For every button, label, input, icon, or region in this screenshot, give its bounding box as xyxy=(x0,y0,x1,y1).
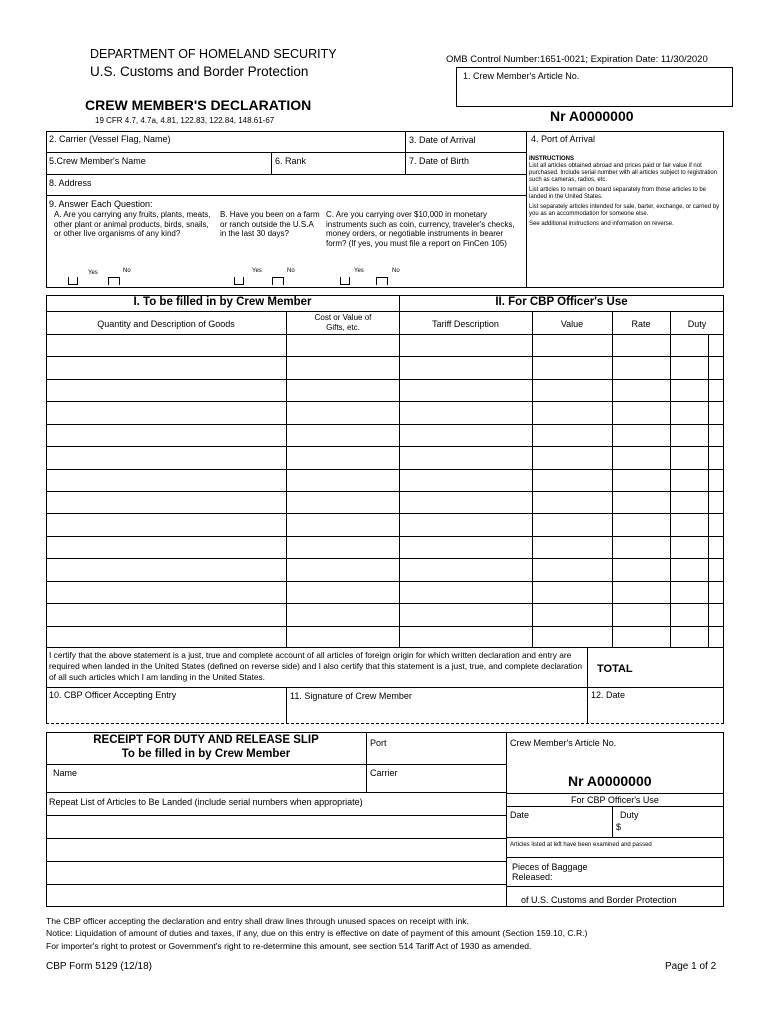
table-row-line xyxy=(46,469,724,470)
dollar-sign: $ xyxy=(616,822,622,832)
instructions-text-1: List all articles obtained abroad and prices paid or fair value if not purchased. Include serial number with all articles subject to registration such as cameras, radios, etc. xyxy=(529,163,718,183)
form-title: CREW MEMBER'S DECLARATION xyxy=(85,97,312,113)
table-row-line xyxy=(46,603,724,604)
question-c-no-label: No xyxy=(392,268,400,274)
receipt-nr-number: Nr A0000000 xyxy=(568,773,652,789)
question-a-yes-label: Yes xyxy=(88,270,98,276)
section-cbp-header: II. For CBP Officer's Use xyxy=(495,296,628,308)
table-row-line xyxy=(46,491,724,492)
receipt-carrier-field[interactable]: Carrier xyxy=(370,768,398,778)
question-c-no-checkbox[interactable] xyxy=(376,277,388,285)
receipt-subtitle: To be filled in by Crew Member xyxy=(121,748,291,760)
rank-field[interactable]: 6. Rank xyxy=(275,156,307,166)
question-a-yes-checkbox[interactable] xyxy=(68,277,78,285)
instructions-panel xyxy=(529,156,721,228)
agency-name: U.S. Customs and Border Protection xyxy=(90,64,309,79)
question-a: A. Are you carrying any fruits, plants, meats, other plant or animal products, birds, snails, or other live organisms of any kind? xyxy=(54,210,211,238)
instructions-text-2: List articles to remain on board separately from those articles to be landed in the United States. xyxy=(529,187,707,200)
table-row-line xyxy=(46,424,724,425)
goods-table xyxy=(46,295,724,648)
col-header-duty: Duty xyxy=(687,319,707,329)
section-crew-header: I. To be filled in by Crew Member xyxy=(133,296,312,308)
date-of-birth-field[interactable]: 7. Date of Birth xyxy=(409,156,470,166)
date-of-arrival-field[interactable]: 3. Date of Arrival xyxy=(409,135,476,145)
carrier-field[interactable]: 2. Carrier (Vessel Flag, Name) xyxy=(49,134,171,144)
table-row-line xyxy=(46,581,724,582)
instructions-text-4: See additional instructions and information on reverse. xyxy=(529,221,674,227)
question-a-no-label: No xyxy=(123,268,131,274)
col-header-cost: Cost or Value of Gifts, etc. xyxy=(314,313,372,332)
footer-line-2: Notice: Liquidation of amount of duties and taxes, if any, due on this entry is effective on date of payment of this amount (Section 159.10, C.R.) xyxy=(46,928,588,938)
table-row-line xyxy=(46,401,724,402)
question-b-no-checkbox[interactable] xyxy=(272,277,284,285)
port-of-arrival-field[interactable]: 4. Port of Arrival xyxy=(531,134,596,144)
footer-line-1: The CBP officer accepting the declaration and entry shall draw lines through unused spaces on receipt with ink. xyxy=(46,916,469,926)
article-number-label: 1. Crew Member's Article No. xyxy=(463,71,580,81)
receipt-date-field[interactable]: Date xyxy=(510,810,530,820)
col-header-goods: Quantity and Description of Goods xyxy=(97,319,235,329)
question-b-yes-checkbox[interactable] xyxy=(234,277,244,285)
table-row-line xyxy=(46,513,724,514)
instructions-title: INSTRUCTIONS xyxy=(529,156,574,162)
receipt-duty-field[interactable]: Duty xyxy=(620,810,639,820)
receipt-port-field[interactable]: Port xyxy=(370,738,387,748)
question-c-yes-checkbox[interactable] xyxy=(340,277,350,285)
address-field[interactable]: 8. Address xyxy=(49,178,92,188)
examined-note: Articles listed at left have been examined and passed xyxy=(510,842,652,848)
table-row-line xyxy=(46,536,724,537)
footer-line-3: For importer's right to protest or Government's right to re-determine this amount, see section 514 Tariff Act of 1930 as amended. xyxy=(46,941,532,951)
receipt-cbp-use-label: For CBP Officer's Use xyxy=(571,795,659,805)
question-c-yes-label: Yes xyxy=(354,268,364,274)
question-a-no-checkbox[interactable] xyxy=(108,277,120,285)
of-cbp-label: of U.S. Customs and Border Protection xyxy=(521,895,677,905)
article-number-field[interactable] xyxy=(456,67,733,107)
nr-number: Nr A0000000 xyxy=(550,108,634,124)
receipt-name-field[interactable]: Name xyxy=(53,768,78,778)
table-row-line xyxy=(46,356,724,357)
col-header-rate: Rate xyxy=(631,319,651,329)
question-b: B. Have you been on a farm or ranch outside the U.S.A in the last 30 days? xyxy=(220,210,320,238)
table-row-line xyxy=(46,626,724,627)
answer-questions-label: 9. Answer Each Question: xyxy=(49,199,153,209)
certification-text: I certify that the above statement is a just, true and complete account of all articles of foreign origin for which written declaration and entry are required when landed in the United States (defined on reverse side) and I also certify that this statement is a just, true, and complete declaration of all such articles which I am landing in the United States. xyxy=(49,650,583,682)
table-row-line xyxy=(46,558,724,559)
question-b-no-label: No xyxy=(287,268,295,274)
table-row-line xyxy=(46,379,724,380)
officer-accepting-field[interactable]: 10. CBP Officer Accepting Entry xyxy=(49,690,177,700)
receipt-article-field[interactable]: Crew Member's Article No. xyxy=(510,738,617,748)
dept-name: DEPARTMENT OF HOMELAND SECURITY xyxy=(90,47,337,61)
col-header-value: Value xyxy=(560,319,584,329)
date-field[interactable]: 12. Date xyxy=(591,690,626,700)
question-c: C. Are you carrying over $10,000 in monetary instruments such as coin, currency, traveler's checks, money orders, or negotiable instruments in bearer form? (If yes, you must file a report on FinCen 105) xyxy=(326,210,515,248)
receipt-title: RECEIPT FOR DUTY AND RELEASE SLIP xyxy=(93,734,319,746)
total-label: TOTAL xyxy=(597,663,633,675)
page-number: Page 1 of 2 xyxy=(665,961,717,972)
crew-name-field[interactable]: 5.Crew Member's Name xyxy=(49,156,146,166)
instructions-text-3: List separately articles intended for sale, barter, exchange, or carried by you as an accommodation for someone else. xyxy=(529,204,720,217)
baggage-released-field[interactable]: Pieces of Baggage Released: xyxy=(512,862,588,882)
table-row-line xyxy=(46,446,724,447)
omb-number: OMB Control Number:1651-0021; Expiration Date: 11/30/2020 xyxy=(446,54,708,65)
question-b-yes-label: Yes xyxy=(252,268,262,274)
form-number: CBP Form 5129 (12/18) xyxy=(46,961,152,972)
cfr-reference: 19 CFR 4.7, 4.7a, 4.81, 122.83, 122.84, 148.61-67 xyxy=(95,116,275,125)
col-header-tariff: Tariff Description xyxy=(432,319,499,329)
repeat-list-label: Repeat List of Articles to Be Landed (include serial numbers when appropriate) xyxy=(49,797,363,807)
signature-field[interactable]: 11. Signature of Crew Member xyxy=(290,691,412,701)
